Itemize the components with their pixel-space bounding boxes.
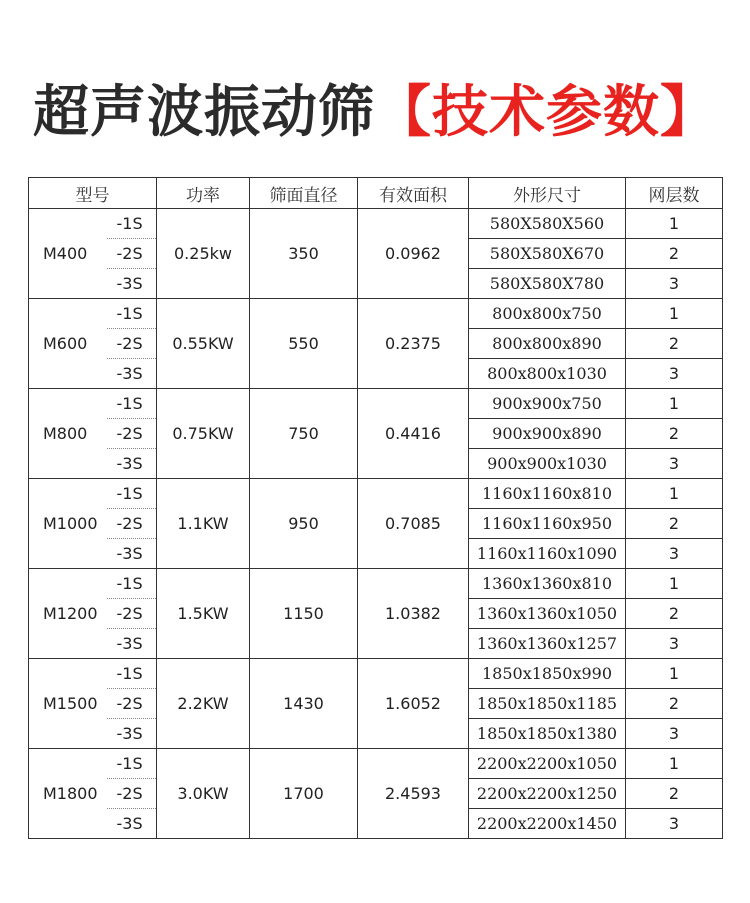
area-cell: 0.4416: [358, 389, 469, 479]
model-cell: M1500: [29, 659, 107, 749]
size-cell: 580X580X670: [469, 239, 626, 269]
header-power: 功率: [157, 178, 250, 209]
diameter-cell: 350: [250, 209, 358, 299]
model-cell: M400: [29, 209, 107, 299]
suffix-cell: -1S: [107, 749, 157, 779]
area-cell: 0.0962: [358, 209, 469, 299]
size-cell: 1850x1850x1380: [469, 719, 626, 749]
table-row: [29, 569, 723, 599]
diameter-cell: 1430: [250, 659, 358, 749]
spec-table: [28, 177, 723, 839]
layers-cell: 3: [626, 539, 723, 569]
model-cell: M800: [29, 389, 107, 479]
diameter-cell: 1700: [250, 749, 358, 839]
size-cell: 580X580X780: [469, 269, 626, 299]
diameter-cell: 550: [250, 299, 358, 389]
suffix-cell: -3S: [107, 269, 157, 299]
model-cell: M1000: [29, 479, 107, 569]
power-cell: 0.55KW: [157, 299, 250, 389]
layers-cell: 1: [626, 659, 723, 689]
table-row: [29, 659, 723, 689]
model-cell: M1200: [29, 569, 107, 659]
size-cell: 900x900x750: [469, 389, 626, 419]
suffix-cell: -1S: [107, 209, 157, 239]
suffix-cell: -2S: [107, 329, 157, 359]
table-row: [29, 209, 723, 239]
size-cell: 900x900x890: [469, 419, 626, 449]
area-cell: 2.4593: [358, 749, 469, 839]
suffix-cell: -2S: [107, 779, 157, 809]
layers-cell: 1: [626, 299, 723, 329]
layers-cell: 3: [626, 809, 723, 839]
suffix-cell: -2S: [107, 689, 157, 719]
area-cell: 1.6052: [358, 659, 469, 749]
power-cell: 3.0KW: [157, 749, 250, 839]
size-cell: 2200x2200x1450: [469, 809, 626, 839]
header-size: 外形尺寸: [469, 178, 626, 209]
diameter-cell: 750: [250, 389, 358, 479]
area-cell: 1.0382: [358, 569, 469, 659]
size-cell: 1160x1160x1090: [469, 539, 626, 569]
table-row: [29, 749, 723, 779]
power-cell: 0.75KW: [157, 389, 250, 479]
diameter-cell: 950: [250, 479, 358, 569]
suffix-cell: -2S: [107, 419, 157, 449]
suffix-cell: -3S: [107, 629, 157, 659]
layers-cell: 2: [626, 779, 723, 809]
spec-table-body: [29, 209, 723, 839]
layers-cell: 2: [626, 239, 723, 269]
size-cell: 1360x1360x810: [469, 569, 626, 599]
layers-cell: 3: [626, 269, 723, 299]
suffix-cell: -3S: [107, 449, 157, 479]
layers-cell: 1: [626, 479, 723, 509]
size-cell: 1850x1850x990: [469, 659, 626, 689]
suffix-cell: -1S: [107, 389, 157, 419]
diameter-cell: 1150: [250, 569, 358, 659]
suffix-cell: -2S: [107, 509, 157, 539]
layers-cell: 2: [626, 329, 723, 359]
model-cell: M600: [29, 299, 107, 389]
suffix-cell: -2S: [107, 599, 157, 629]
layers-cell: 1: [626, 569, 723, 599]
size-cell: 580X580X560: [469, 209, 626, 239]
power-cell: 1.5KW: [157, 569, 250, 659]
suffix-cell: -1S: [107, 569, 157, 599]
header-row: [29, 178, 723, 209]
header-layers: 网层数: [626, 178, 723, 209]
header-model: 型号: [29, 178, 157, 209]
size-cell: 1160x1160x950: [469, 509, 626, 539]
table-row: [29, 389, 723, 419]
suffix-cell: -2S: [107, 239, 157, 269]
layers-cell: 1: [626, 389, 723, 419]
size-cell: 900x900x1030: [469, 449, 626, 479]
power-cell: 2.2KW: [157, 659, 250, 749]
header-diameter: 筛面直径: [250, 178, 358, 209]
title-tech-params: 【技术参数】: [375, 80, 717, 145]
layers-cell: 1: [626, 749, 723, 779]
power-cell: 0.25kw: [157, 209, 250, 299]
model-cell: M1800: [29, 749, 107, 839]
size-cell: 800x800x890: [469, 329, 626, 359]
layers-cell: 3: [626, 359, 723, 389]
size-cell: 2200x2200x1050: [469, 749, 626, 779]
layers-cell: 2: [626, 509, 723, 539]
size-cell: 1160x1160x810: [469, 479, 626, 509]
suffix-cell: -1S: [107, 659, 157, 689]
size-cell: 2200x2200x1250: [469, 779, 626, 809]
suffix-cell: -3S: [107, 359, 157, 389]
size-cell: 1360x1360x1050: [469, 599, 626, 629]
layers-cell: 1: [626, 209, 723, 239]
header-area: 有效面积: [358, 178, 469, 209]
table-row: [29, 479, 723, 509]
power-cell: 1.1KW: [157, 479, 250, 569]
suffix-cell: -3S: [107, 539, 157, 569]
size-cell: 1360x1360x1257: [469, 629, 626, 659]
layers-cell: 2: [626, 419, 723, 449]
layers-cell: 3: [626, 449, 723, 479]
layers-cell: 3: [626, 629, 723, 659]
page-title: [0, 78, 750, 148]
area-cell: 0.7085: [358, 479, 469, 569]
layers-cell: 2: [626, 599, 723, 629]
table-row: [29, 299, 723, 329]
size-cell: 1850x1850x1185: [469, 689, 626, 719]
suffix-cell: -3S: [107, 809, 157, 839]
title-main: 超声波振动筛: [33, 80, 375, 145]
size-cell: 800x800x1030: [469, 359, 626, 389]
suffix-cell: -3S: [107, 719, 157, 749]
layers-cell: 2: [626, 689, 723, 719]
suffix-cell: -1S: [107, 479, 157, 509]
layers-cell: 3: [626, 719, 723, 749]
suffix-cell: -1S: [107, 299, 157, 329]
area-cell: 0.2375: [358, 299, 469, 389]
size-cell: 800x800x750: [469, 299, 626, 329]
